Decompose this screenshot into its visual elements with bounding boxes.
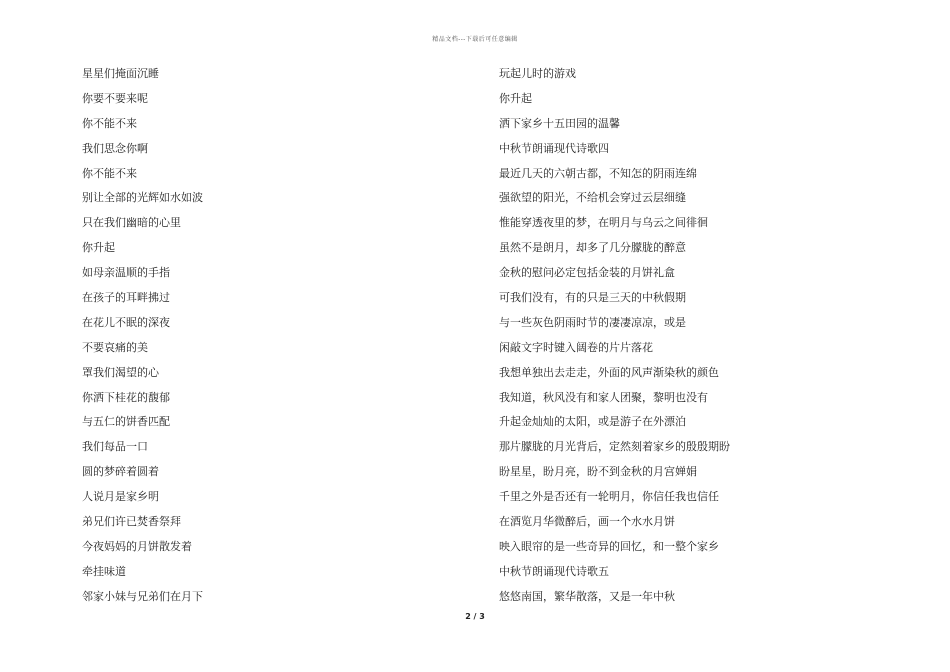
text-line: 千里之外是否还有一轮明月，你信任我也信任	[499, 490, 719, 504]
text-line: 牵挂味道	[82, 564, 126, 578]
text-line: 你洒下桂花的馥郁	[82, 390, 170, 404]
text-line: 悠悠南国，繁华散落，又是一年中秋	[499, 589, 675, 603]
text-line: 在花儿不眠的深夜	[82, 315, 170, 329]
text-line: 可我们没有，有的只是三天的中秋假期	[499, 291, 686, 305]
text-line: 中秋节朗诵现代诗歌四	[499, 141, 609, 155]
text-line: 不要哀痛的美	[82, 340, 148, 354]
text-line: 圆的梦碎着圆着	[82, 465, 159, 479]
text-line: 星星们掩面沉睡	[82, 67, 159, 80]
text-line: 最近几天的六朝古都，不知怎的阴雨连绵	[499, 166, 697, 180]
text-line: 你升起	[499, 91, 532, 105]
text-line: 映入眼帘的是一些奇异的回忆，和一整个家乡	[499, 539, 719, 553]
text-line: 你不能不来	[82, 116, 137, 130]
text-line: 我想单独出去走走，外面的风声渐染秋的颜色	[499, 365, 719, 379]
text-line: 与五仁的饼香匹配	[82, 415, 170, 429]
right-text-column	[499, 65, 879, 613]
text-line: 你要不要来呢	[82, 91, 148, 105]
text-line: 如母亲温顺的手指	[82, 266, 170, 280]
text-line: 在酒览月华微醉后，画一个水水月饼	[499, 515, 675, 529]
text-line: 我们思念你啊	[82, 141, 148, 155]
page-number: 2 / 3	[465, 612, 485, 621]
text-line: 只在我们幽暗的心里	[82, 216, 181, 230]
text-line: 虽然不是朗月，却多了几分朦胧的醉意	[499, 241, 686, 255]
text-line: 那片朦胧的月光背后，定然刻着家乡的殷殷期盼	[499, 440, 730, 454]
text-line: 今夜妈妈的月饼散发着	[82, 539, 192, 553]
text-line: 惟能穿透夜里的梦，在明月与乌云之间徘徊	[499, 216, 708, 230]
text-line: 在孩子的耳畔拂过	[82, 291, 170, 305]
text-line: 你不能不来	[82, 166, 137, 180]
text-line: 我知道，秋风没有和家人团聚，黎明也没有	[499, 390, 708, 404]
text-line: 别让全部的光辉如水如波	[82, 191, 203, 205]
text-line: 盼星星，盼月亮，盼不到金秋的月宫婵娟	[499, 465, 697, 479]
text-line: 升起金灿灿的太阳，或是游子在外漂泊	[499, 415, 686, 429]
text-line: 弟兄们许已焚香祭拜	[82, 515, 181, 529]
text-line: 你升起	[82, 241, 115, 255]
text-line: 玩起儿时的游戏	[499, 67, 576, 80]
text-line: 洒下家乡十五田园的温馨	[499, 116, 620, 130]
text-line: 与一些灰色阴雨时节的凄凄凉凉，或是	[499, 315, 686, 329]
page-header: 精品文档---下载后可任意编辑	[432, 36, 518, 43]
text-line: 强欲望的阳光，不给机会穿过云层细缝	[499, 191, 686, 205]
text-line: 人说月是家乡明	[82, 490, 159, 504]
text-line: 闲敲文字时键入阔卷的片片落花	[499, 340, 653, 354]
text-line: 中秋节朗诵现代诗歌五	[499, 564, 609, 578]
text-line: 我们每品一口	[82, 440, 148, 454]
left-text-column	[82, 65, 462, 613]
text-line: 金秋的慰问必定包括金装的月饼礼盒	[499, 266, 675, 280]
text-line: 罩我们渴望的心	[82, 365, 159, 379]
text-line: 邻家小妹与兄弟们在月下	[82, 589, 203, 603]
